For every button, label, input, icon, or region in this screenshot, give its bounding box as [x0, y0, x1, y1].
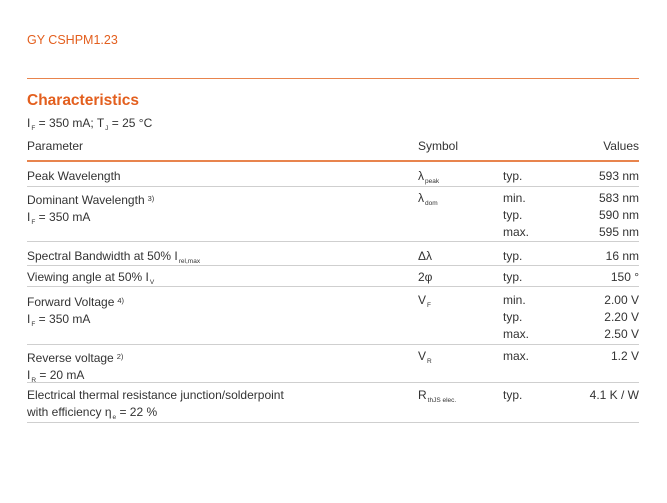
symbol-cell: Δλ	[418, 249, 433, 263]
column-symbol: Symbol	[418, 139, 459, 153]
table-row-forward-voltage	[27, 292, 639, 345]
column-values: Values	[603, 139, 639, 153]
parameter-cell: Reverse voltage $^{2)}$ $I_R = 20$ mA	[27, 351, 124, 384]
parameter-cell: Electrical thermal resistance junction/solderpoint with efficiency $\eta_e = 22$ %	[27, 388, 284, 421]
symbol-cell: $\lambda_{dom}$	[418, 191, 438, 207]
table-row-peak-wavelength	[27, 168, 639, 187]
table-row-dominant-wavelength	[27, 190, 639, 242]
type-cell: min. typ. max.	[503, 293, 530, 341]
value-cell: 593 nm	[598, 169, 639, 183]
value-cell: 2.00 V 2.20 V 2.50 V	[604, 293, 639, 341]
parameter-cell: Peak Wavelength	[27, 169, 121, 183]
type-cell: typ.	[503, 270, 523, 284]
type-cell: min. typ. max.	[503, 191, 530, 239]
column-parameter: Parameter	[27, 139, 84, 153]
table-header-divider	[27, 160, 639, 162]
value-cell: 583 nm 590 nm 595 nm	[598, 191, 639, 239]
test-conditions: $I_F = 350$ mA; $T_J = 25$ °C	[27, 116, 153, 132]
type-cell: max.	[503, 349, 530, 363]
value-cell: 4.1 K / W	[589, 388, 639, 402]
table-row-spectral-bandwidth	[27, 248, 639, 266]
header-divider	[27, 78, 639, 79]
symbol-cell: $V_F$	[418, 293, 431, 309]
type-cell: typ.	[503, 249, 523, 263]
table-header	[27, 139, 639, 153]
symbol-cell: $\lambda_{peak}$	[418, 169, 440, 185]
symbol-cell: $V_R$	[418, 349, 432, 365]
document-id: GY CSHPM1.23	[27, 33, 118, 47]
parameter-cell: Forward Voltage $^{4)}$ $I_F = 350$ mA	[27, 295, 125, 328]
symbol-cell: 2φ	[418, 270, 433, 284]
parameter-cell: Viewing angle at 50% $I_V$	[27, 270, 155, 286]
value-cell: 16 nm	[605, 249, 639, 263]
section-title: Characteristics	[27, 92, 140, 109]
symbol-cell: $R_{thJS elec.}$	[418, 388, 457, 404]
table-row-reverse-voltage	[27, 348, 639, 383]
value-cell: 1.2 V	[610, 349, 639, 363]
parameter-cell: Dominant Wavelength $^{3)}$ $I_F = 350$ mA	[27, 193, 155, 226]
table-row-thermal-resistance	[27, 387, 639, 423]
table-row-viewing-angle	[27, 269, 639, 287]
value-cell: 150 °	[610, 270, 639, 284]
parameter-cell: Spectral Bandwidth at 50% $I_{rel,max}$	[27, 249, 201, 265]
type-cell: typ.	[503, 169, 523, 183]
type-cell: typ.	[503, 388, 523, 402]
